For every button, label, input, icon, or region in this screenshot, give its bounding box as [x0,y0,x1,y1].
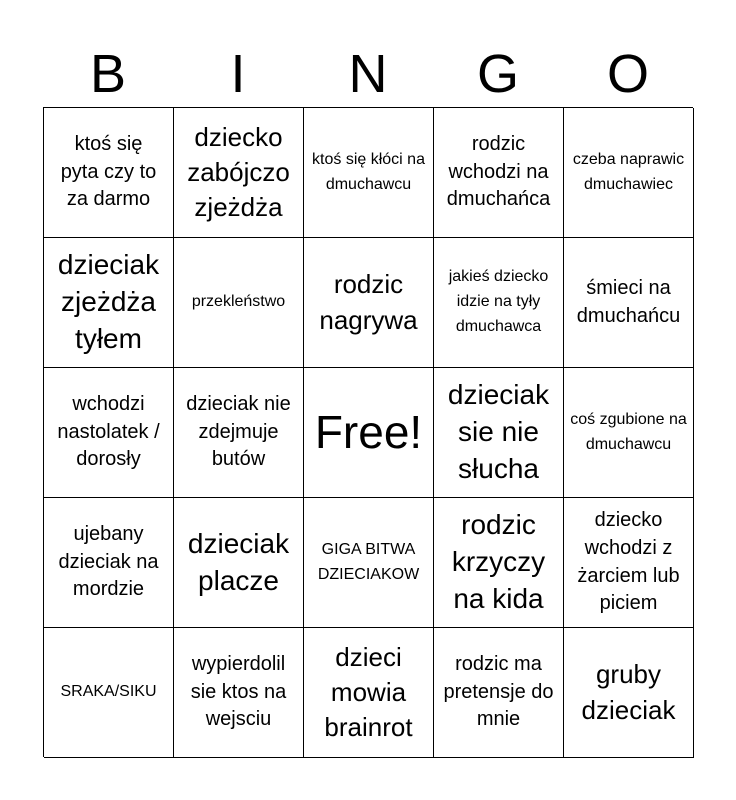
bingo-cell[interactable] [564,628,694,758]
bingo-cell[interactable] [304,238,434,368]
cell-text: dzieci mowia brainrot [324,641,413,743]
cell-text: czeba naprawic dmuchawiec [572,150,685,193]
header-letter-o: O [606,44,649,104]
bingo-cell[interactable] [174,498,304,628]
cell-text: ujebany dzieciak na mordzie [58,523,159,601]
bingo-cell[interactable] [304,498,434,628]
bingo-cell[interactable] [174,238,304,368]
cell-text: SRAKA/SIKU [60,683,157,701]
bingo-cell[interactable] [44,498,174,628]
bingo-cell[interactable] [564,238,694,368]
header-letter-i: I [230,44,246,104]
bingo-cell[interactable] [434,108,564,238]
header-letter-b: B [89,44,127,104]
bingo-cell[interactable] [174,628,304,758]
bingo-cell[interactable] [564,368,694,498]
cell-text: coś zgubione na dmuchawcu [570,410,687,453]
bingo-cell[interactable] [564,498,694,628]
cell-text: dzieciak nie zdejmuje butów [186,393,291,471]
bingo-cell[interactable] [434,628,564,758]
bingo-cell[interactable] [44,238,174,368]
cell-text: gruby dzieciak [581,659,676,725]
cell-text: GIGA BITWA DZIECIAKOW [317,540,420,583]
bingo-cell[interactable] [434,368,564,498]
cell-text: dzieciak placze [187,527,290,596]
bingo-cell[interactable] [434,498,564,628]
cell-text: ktoś się kłóci na dmuchawcu [312,150,425,193]
cell-text: przekleństwo [191,293,286,311]
cell-text: rodzic nagrywa [319,269,418,335]
free-space-text: Free! [314,406,423,459]
cell-text: jakieś dziecko idzie na tyły dmuchawca [448,268,549,335]
bingo-cell[interactable] [434,238,564,368]
bingo-cell[interactable] [44,628,174,758]
cell-text: rodzic ma pretensje do mnie [443,653,554,731]
bingo-cell[interactable] [564,108,694,238]
cell-text: rodzic wchodzi na dmuchańca [446,133,551,211]
bingo-cell[interactable] [174,108,304,238]
bingo-cell[interactable] [174,368,304,498]
bingo-header [43,40,693,108]
cell-text: rodzic krzyczy na kida [451,509,546,614]
header-letter-g: G [476,44,519,104]
cell-text: wypierdolil sie ktos na wejsciu [190,653,287,731]
cell-text: śmieci na dmuchańcu [576,276,681,327]
cell-text: dziecko zabójczo zjeżdża [187,121,290,223]
bingo-card-grid [43,107,693,757]
cell-text: wchodzi nastolatek / dorosły [57,393,160,471]
bingo-cell[interactable] [304,108,434,238]
free-space-cell[interactable] [304,368,434,498]
cell-text: dzieciak zjeżdża tyłem [57,249,160,354]
bingo-cell[interactable] [304,628,434,758]
cell-text: dziecko wchodzi z żarciem lub piciem [577,509,680,615]
cell-text: dzieciak sie nie słucha [447,379,550,484]
bingo-cell[interactable] [44,368,174,498]
cell-text: ktoś się pyta czy to za darmo [60,133,157,211]
bingo-cell[interactable] [44,108,174,238]
header-letter-n: N [348,44,388,104]
